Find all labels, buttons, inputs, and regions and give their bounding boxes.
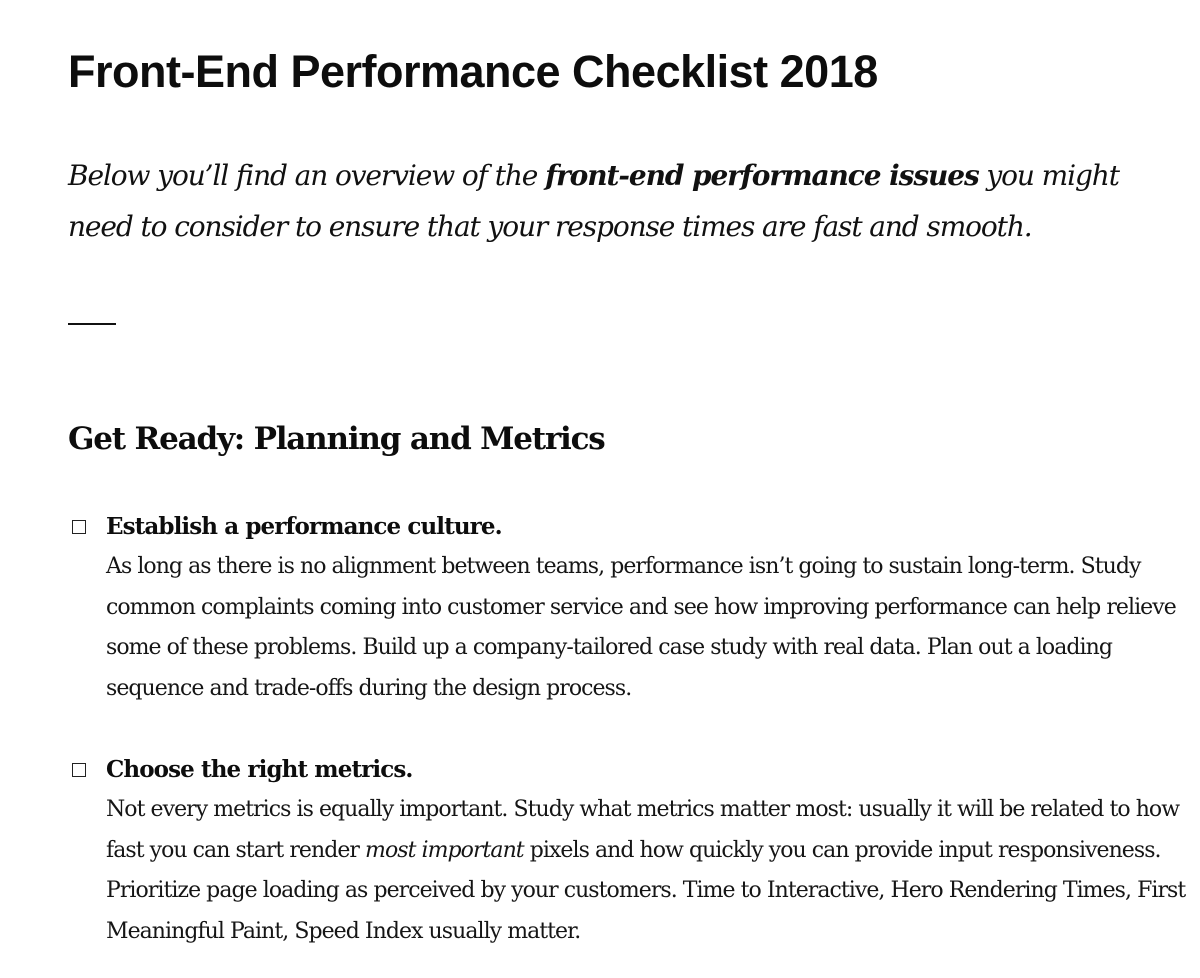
intro-paragraph	[68, 150, 1148, 252]
checkbox-right-metrics[interactable]	[72, 763, 86, 777]
intro-text-start: Below you’ll find an overview of the	[68, 159, 546, 192]
item-description-emphasis: most important	[365, 837, 524, 863]
section-heading: Get Ready: Planning and Metrics	[68, 421, 605, 457]
item-description	[106, 790, 1186, 952]
intro-emphasis: front-end performance issues	[545, 159, 979, 192]
page-title: Front-End Performance Checklist 2018	[68, 46, 878, 97]
section-divider	[68, 323, 116, 325]
item-title: Choose the right metrics.	[106, 756, 413, 783]
item-description-start: Not every metrics is equally important. Study what metrics matter most: usually it will be related to how fast you can start render	[106, 797, 1180, 863]
checkbox-performance-culture[interactable]	[72, 520, 86, 534]
intro-text-end: you might need to consider to ensure that your response times are fast and smooth.	[68, 159, 1119, 243]
item-description-end: pixels and how quickly you can provide input responsiveness. Prioritize page loading as perceived by your customers. Time to Interactive, Hero Rendering Times, First Meaningful Paint, Speed Index usually matter.	[106, 837, 1186, 944]
item-title: Establish a performance culture.	[106, 513, 502, 540]
item-description: As long as there is no alignment between teams, performance isn’t going to sustain long-term. Study common complaints coming into customer service and see how improving performance can help relieve some of these problems. Build up a company-tailored case study with real data. Plan out a loading sequence and trade-offs during the design process.	[106, 554, 1176, 701]
